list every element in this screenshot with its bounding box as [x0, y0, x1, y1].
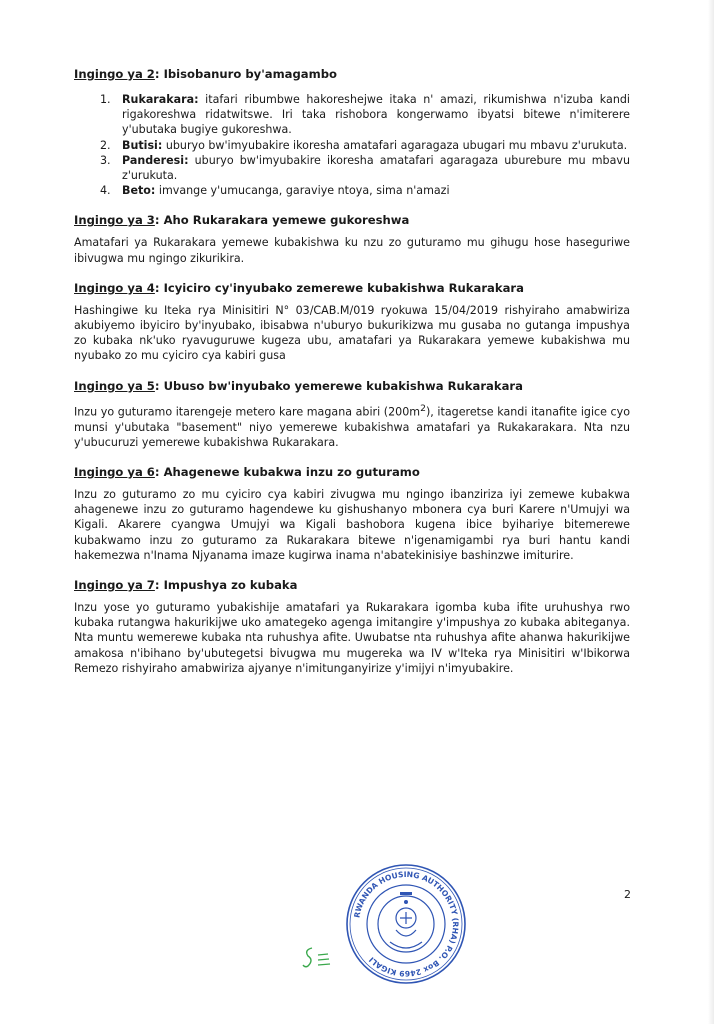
definition-number: 4. [100, 184, 111, 198]
definition-term: Butisi: [122, 138, 163, 152]
page-edge [708, 0, 714, 1024]
definition-text: uburyo bw'imyubakire ikoresha amatafari agaragaza ubugari mu mbavu z'urukuta. [162, 138, 628, 152]
definition-text: imvange y'umucanga, garaviye ntoya, sima n'amazi [155, 184, 450, 198]
article-4 [74, 280, 630, 364]
article-7 [74, 577, 630, 676]
article-3 [74, 212, 630, 265]
definition-term: Panderesi: [122, 153, 189, 167]
article-5-title: : Ubuso bw'inyubako yemerewe kubakishwa Rukarakara [154, 378, 523, 393]
article-3-heading [74, 212, 630, 228]
article-5-body-start: Inzu yo guturamo itarengeje metero kare magana abiri (200m [74, 405, 421, 419]
article-2-label: Ingingo ya 2 [74, 67, 155, 81]
definition-number: 2. [100, 138, 111, 152]
article-6-heading [74, 464, 630, 480]
article-5-heading [74, 378, 630, 394]
official-stamp-seal [344, 862, 468, 986]
article-7-body: Inzu yose yo guturamo yubakishije amatafari ya Rukarakara igomba kuba ifite uruhushya rwo kubaka rutangwa hakurikijwe uko amategeko agenga imitangire y'impushya zo kubaka abiteganya. Nta muntu wemerewe kubaka nta ruhushya afite. Uwubatse nta ruhushya afite ahanwa hakurikijwe amakosa n'ibihano by'ubutegetsi bivugwa mu mugereka wa IV w'Iteka rya Minisitiri w'Ibikorwa Remezo rishyiraho amabwiriza ajyanye n'imitunganyirize y'imijyi n'imyubakire. [74, 600, 630, 675]
document-body [74, 66, 630, 676]
definition-text: uburyo bw'imyubakire ikoresha amatafari agaragaza uburebure mu mbavu z'urukuta. [122, 153, 630, 183]
article-6-title: : Ahagenewe kubakwa inzu zo guturamo [154, 464, 420, 479]
definition-item [100, 92, 630, 138]
article-2-title: : Ibisobanuro by'amagambo [154, 67, 337, 81]
definition-item [100, 153, 630, 183]
article-4-heading [74, 280, 630, 296]
definition-term: Rukarakara: [122, 93, 199, 106]
article-7-label: Ingingo ya 7 [74, 577, 155, 592]
definitions-list [74, 92, 630, 198]
article-5-label: Ingingo ya 5 [74, 378, 155, 393]
article-7-title: : Impushya zo kubaka [154, 577, 298, 592]
article-5 [74, 378, 630, 450]
article-3-body: Amatafari ya Rukarakara yemewe kubakishwa ku nzu zo guturamo mu gihugu hose haseguriwe ibivugwa mu ngingo zikurikira. [74, 236, 630, 265]
article-4-label: Ingingo ya 4 [74, 280, 155, 295]
article-3-title: : Aho Rukarakara yemewe gukoreshwa [154, 213, 410, 228]
article-6-body: Inzu zo guturamo zo mu cyiciro cya kabiri zivugwa mu ngingo ibanziriza iyi zemewe kubakwa ahagenewe inzu zo guturamo hagendewe ku gishushanyo mbonera cya buri Karere n'Umujyi wa Kigali. Akarere cyangwa Umujyi wa Kigali bashobora kugena ibice byihariye bitemerewe kubakwamo inzu zo guturamo za Rukarakara bitewe n'igenamigambi rya buri hantu kandi hakemezwa n'Inama Njyanama imaze kugirwa inama n'abatekinisiye bashinzwe imiturire. [74, 487, 630, 562]
article-3-label: Ingingo ya 3 [74, 213, 155, 228]
article-4-body: Hashingiwe ku Iteka rya Minisitiri N° 03/CAB.M/019 ryokuwa 15/04/2019 rishyiraho amabwiriza akubiyemo ibyiciro by'inyubako, ibisabwa n'uburyo bukurikizwa mu gusaba no gutanga impushya zo kubaka nk'uko ryavuguruwe kugeza ubu, amatafari ya Rukarakara yemewe kubakishwa mu nyubako zo mu cyiciro cya kabiri gusa [74, 303, 630, 363]
article-6 [74, 464, 630, 563]
stamp-text: RWANDA HOUSING AUTHORITY (RHA) P.O. Box 2469 KIGALI [352, 869, 461, 979]
definition-text: itafari ribumbwe hakoreshejwe itaka n' amazi, rikumishwa n'izuba kandi rigakoreshwa ridatwitswe. Iri taka rishobora kongerwamo ibyatsi bitewe n'imiterere y'ubutaka bugiye gukoreshwa. [122, 93, 630, 137]
definition-item [100, 183, 630, 198]
handwritten-signature [300, 942, 340, 972]
definition-term: Beto: [122, 184, 156, 198]
article-2-heading [74, 66, 630, 82]
article-5-body-end: ), itageretse kandi itanafite igice cyo munsi y'ubutaka "basement" niyo yemerewe kubakishwa amatafari ya Rukakarakara. Nta nzu y'ubucuruzi yemerewe kubakishwa Rukarakara. [74, 405, 630, 449]
article-5-body [74, 401, 630, 450]
definition-item [100, 138, 630, 153]
definition-number: 3. [100, 153, 111, 167]
article-2 [74, 66, 630, 198]
definition-number: 1. [100, 93, 111, 106]
article-7-heading [74, 577, 630, 593]
superscript: 2 [420, 402, 426, 414]
article-6-label: Ingingo ya 6 [74, 464, 155, 479]
page-number: 2 [624, 888, 631, 901]
article-4-title: : Icyiciro cy'inyubako zemerewe kubakishwa Rukarakara [154, 280, 524, 295]
emblem-icon [390, 908, 422, 948]
